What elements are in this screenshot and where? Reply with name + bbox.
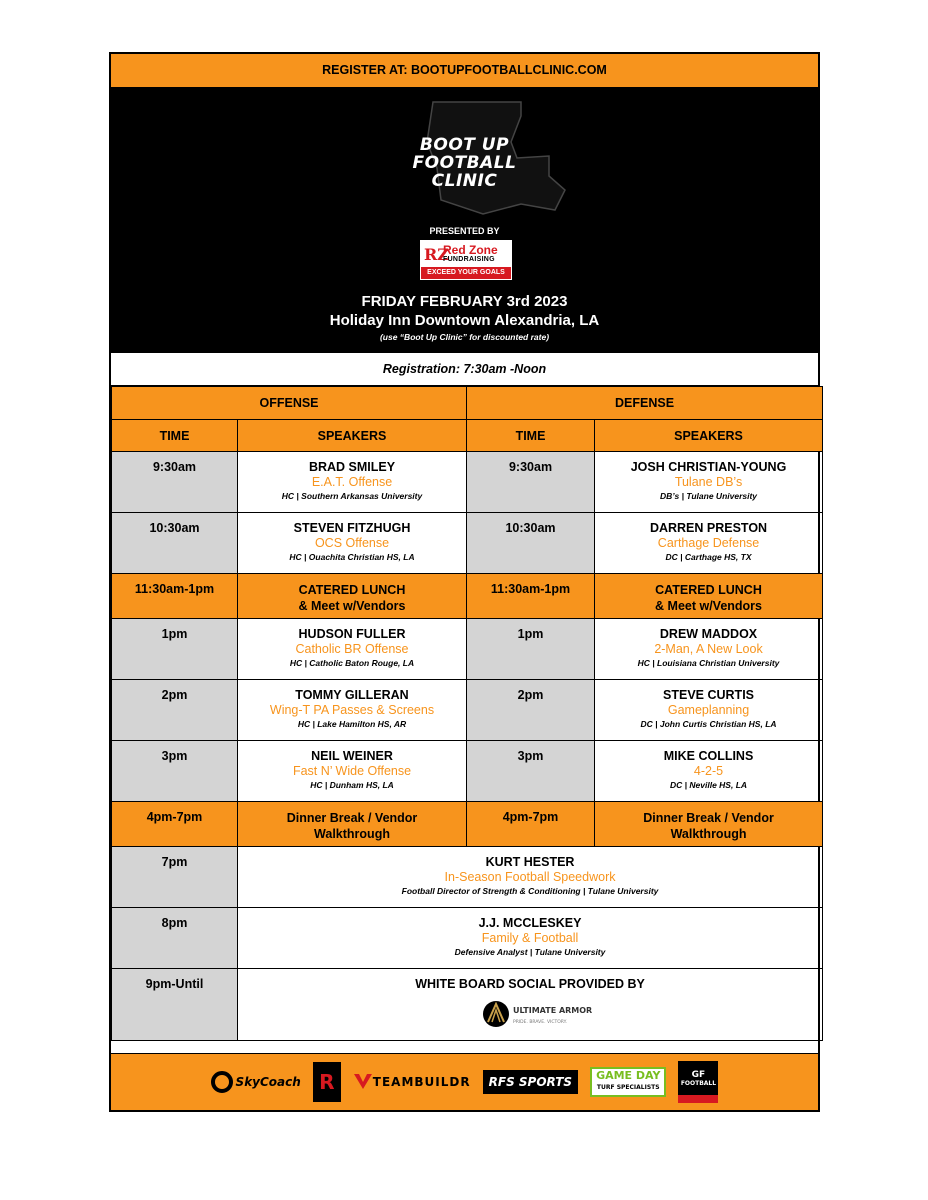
speaker-role: HC | Louisiana Christian University [637,658,780,668]
time-cell: 2pm [467,680,595,741]
time-cell: 4pm-7pm [112,802,238,847]
sponsor-name: SkyCoach [235,1075,301,1089]
dinner-row [112,802,823,847]
speaker-name: KURT HESTER [485,855,575,869]
speaker-cell [238,680,467,741]
speaker-role: HC | Southern Arkansas University [281,491,423,501]
lunch-row [112,574,823,619]
speaker-role: HC | Ouachita Christian HS, LA [289,552,415,562]
table-row [112,619,823,680]
sponsor-name: TEAMBUILDR [372,1075,471,1089]
time-cell: 2pm [112,680,238,741]
speaker-role: HC | Dunham HS, LA [310,780,394,790]
break-subtitle: & Meet w/Vendors [655,599,763,613]
clinic-logo [111,136,818,190]
sponsor-sub: FOOTBALL [680,1079,717,1087]
red-zone-logo [420,240,512,280]
offense-header: OFFENSE [112,387,467,420]
break-cell [238,802,467,847]
skycoach-logo[interactable] [211,1067,301,1097]
col-speakers: SPEAKERS [238,420,467,452]
rz-sub: FUNDRAISING [443,256,495,263]
sponsor-name: GF [691,1069,706,1080]
speaker-role: HC | Lake Hamilton HS, AR [297,719,407,729]
break-title: CATERED LUNCH [298,583,406,597]
col-speakers: SPEAKERS [595,420,823,452]
session-topic: Tulane DB’s [674,475,743,489]
break-cell [595,574,823,619]
session-topic: Carthage Defense [657,536,760,550]
gf-football-logo[interactable] [678,1061,718,1103]
break-title: Dinner Break / Vendor [643,811,774,825]
speaker-name: TOMMY GILLERAN [295,688,409,702]
time-cell: 1pm [467,619,595,680]
ua-logo-text: ULTIMATE ARMOR [513,1006,593,1015]
time-cell: 9:30am [467,452,595,513]
time-cell: 9pm-Until [112,969,238,1041]
speaker-cell [595,452,823,513]
schedule-table [111,386,823,1041]
speaker-name: J.J. MCCLESKEY [478,916,582,930]
break-title: CATERED LUNCH [655,583,762,597]
speaker-role: DB’s | Tulane University [660,491,758,501]
speaker-name: STEVEN FITZHUGH [293,521,411,535]
break-cell [595,802,823,847]
teambuildr-icon [353,1073,373,1091]
table-row [112,513,823,574]
session-topic: E.A.T. Offense [311,475,393,489]
speaker-role: Defensive Analyst | Tulane University [454,947,606,957]
logo-line: CLINIC [431,171,498,191]
table-row [112,847,823,908]
speaker-cell [238,741,467,802]
speaker-cell [238,619,467,680]
skycoach-icon [211,1071,233,1093]
table-row [112,680,823,741]
speaker-name: BRAD SMILEY [308,460,396,474]
col-time: TIME [467,420,595,452]
time-cell: 9:30am [112,452,238,513]
rogers-logo[interactable]: R [313,1062,341,1102]
speaker-role: DC | John Curtis Christian HS, LA [640,719,777,729]
rz-tagline: EXCEED YOUR GOALS [421,267,511,279]
time-cell: 7pm [112,847,238,908]
table-row [112,452,823,513]
registration-hours: Registration: 7:30am -Noon [111,353,818,386]
break-subtitle: & Meet w/Vendors [298,599,406,613]
logo-line: FOOTBALL [412,153,517,173]
table-row [112,908,823,969]
session-topic: Family & Football [481,931,579,945]
section-header-row [112,387,823,420]
rz-mark: RZ [424,245,449,264]
session-topic: 2-Man, A New Look [654,642,763,656]
session-topic: 4-2-5 [693,764,724,778]
time-cell: 10:30am [112,513,238,574]
time-cell: 1pm [112,619,238,680]
ua-logo-tag: PRIDE. BRAVE. VICTORY. [513,1020,567,1025]
ultimate-armor-logo [482,998,593,1030]
sponsor-strip [111,1053,818,1110]
speaker-name: HUDSON FULLER [298,627,406,641]
session-topic: In-Season Football Speedwork [444,870,616,884]
table-row [112,741,823,802]
time-cell: 3pm [467,741,595,802]
speaker-name: NEIL WEINER [311,749,393,763]
session-topic: Catholic BR Offense [295,642,409,656]
hero-banner [111,88,818,353]
break-title: Dinner Break / Vendor [286,811,418,825]
flyer [109,52,820,1112]
register-banner[interactable]: REGISTER AT: BOOTUPFOOTBALLCLINIC.COM [111,54,818,88]
speaker-cell [595,619,823,680]
time-cell: 11:30am-1pm [467,574,595,619]
speaker-name: JOSH CHRISTIAN-YOUNG [630,460,787,474]
speaker-name: STEVE CURTIS [663,688,755,702]
speaker-cell [238,908,823,969]
sponsor-sub: TURF SPECIALISTS [596,1084,660,1091]
speaker-name: MIKE COLLINS [663,749,754,763]
time-cell: 8pm [112,908,238,969]
session-topic: OCS Offense [314,536,390,550]
speaker-cell [238,452,467,513]
speaker-cell [595,680,823,741]
session-topic: Fast N’ Wide Offense [292,764,412,778]
break-cell [238,574,467,619]
time-cell: 10:30am [467,513,595,574]
gameday-logo[interactable] [590,1067,666,1097]
speaker-name: DARREN PRESTON [649,521,768,535]
sponsor-name: GAME DAY [596,1069,661,1082]
social-row [112,969,823,1041]
event-date: FRIDAY FEBRUARY 3rd 2023 [361,293,568,310]
defense-header: DEFENSE [467,387,823,420]
time-cell: 11:30am-1pm [112,574,238,619]
event-venue: Holiday Inn Downtown Alexandria, LA [329,312,600,329]
break-subtitle: Walkthrough [670,827,747,841]
break-subtitle: Walkthrough [314,827,390,841]
speaker-cell [238,513,467,574]
rfs-sports-logo[interactable]: RFS SPORTS [483,1070,578,1094]
speaker-cell [595,513,823,574]
time-cell: 4pm-7pm [467,802,595,847]
speaker-role: HC | Catholic Baton Rouge, LA [289,658,415,668]
time-cell: 3pm [112,741,238,802]
teambuildr-logo[interactable] [353,1067,471,1097]
speaker-role: Football Director of Strength & Conditioning | Tulane University [401,886,659,896]
rz-title: Red Zone [443,243,498,257]
social-title: WHITE BOARD SOCIAL PROVIDED BY [415,977,645,991]
social-cell [238,969,823,1041]
column-header-row [112,420,823,452]
speaker-cell [238,847,823,908]
session-topic: Wing-T PA Passes & Screens [269,703,435,717]
speaker-cell [595,741,823,802]
event-note: (use “Boot Up Clinic” for discounted rate) [379,332,550,342]
speaker-role: DC | Neville HS, LA [670,780,748,790]
logo-line: BOOT UP [419,135,510,155]
col-time: TIME [112,420,238,452]
speaker-role: DC | Carthage HS, TX [665,552,752,562]
session-topic: Gameplanning [667,703,750,717]
speaker-name: DREW MADDOX [659,627,758,641]
presented-by: PRESENTED BY [429,226,500,236]
